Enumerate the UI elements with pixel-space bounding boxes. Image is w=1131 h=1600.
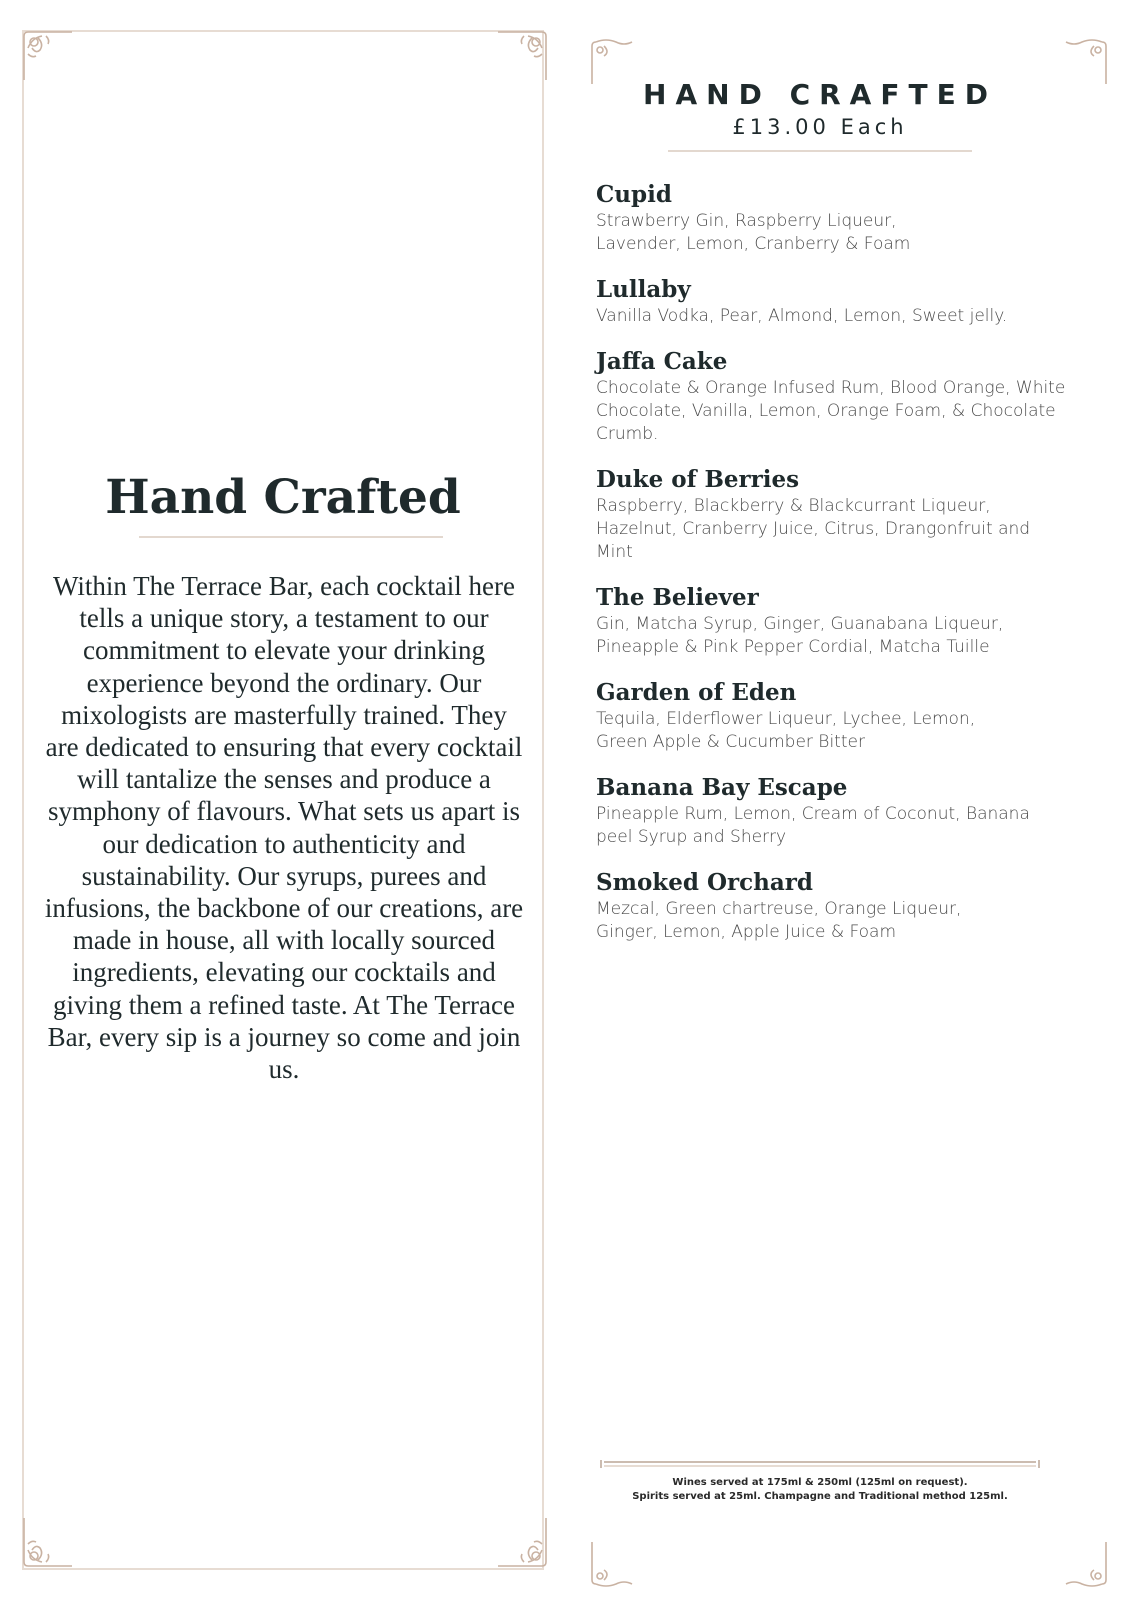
cocktail-name: Lullaby	[596, 276, 691, 303]
title-divider	[139, 536, 443, 538]
footer-divider	[600, 1460, 1040, 1468]
flourish-corner-icon	[18, 1512, 78, 1572]
cocktail-description: Pineapple Rum, Lemon, Cream of Coconut, Banana peel Syrup and Sherry	[596, 804, 1030, 847]
menu-item	[596, 347, 1121, 446]
header-divider	[668, 150, 972, 152]
flourish-corner-icon	[492, 1512, 552, 1572]
cocktail-name: Banana Bay Escape	[596, 774, 848, 801]
menu-item	[596, 678, 1121, 754]
cocktail-description: Tequila, Elderflower Liqueur, Lychee, Lemon, Green Apple & Cucumber Bitter	[596, 709, 976, 752]
menu-item	[596, 275, 1121, 328]
cocktail-name: Cupid	[596, 181, 672, 208]
cocktail-name: Smoked Orchard	[596, 869, 813, 896]
flourish-corner-icon	[586, 1532, 646, 1592]
flourish-corner-icon	[1052, 34, 1112, 94]
footnote-wines: Wines served at 175ml & 250ml (125ml on request).	[672, 1477, 968, 1488]
footnote-spirits: Spirits served at 25ml. Champagne and Traditional method 125ml.	[632, 1491, 1008, 1502]
flourish-corner-icon	[492, 26, 552, 86]
page-title: Hand Crafted	[105, 470, 461, 525]
cocktail-name: Garden of Eden	[596, 679, 797, 706]
flourish-corner-icon	[1052, 1532, 1112, 1592]
menu-item	[596, 773, 1121, 849]
cocktail-description: Gin, Matcha Syrup, Ginger, Guanabana Liqueur, Pineapple & Pink Pepper Cordial, Matcha Tuille	[596, 614, 1004, 657]
cocktail-description: Raspberry, Blackberry & Blackcurrant Liqueur, Hazelnut, Cranberry Juice, Citrus, Drangonfruit and Mint	[596, 496, 1031, 562]
cocktail-description: Vanilla Vodka, Pear, Almond, Lemon, Sweet jelly.	[596, 306, 1008, 326]
flourish-corner-icon	[18, 26, 78, 86]
cocktail-description: Chocolate & Orange Infused Rum, Blood Orange, White Chocolate, Vanilla, Lemon, Orange Foam, & Chocolate Crumb.	[596, 378, 1066, 444]
menu-section-title: HAND CRAFTED	[643, 78, 997, 111]
menu-item	[596, 465, 1121, 564]
cocktail-name: Duke of Berries	[596, 466, 800, 493]
cocktail-list	[596, 180, 1121, 963]
cocktail-description: Mezcal, Green chartreuse, Orange Liqueur, Ginger, Lemon, Apple Juice & Foam	[596, 899, 962, 942]
serving-footnote	[620, 1476, 1020, 1504]
cocktail-name: The Believer	[596, 584, 759, 611]
menu-item	[596, 583, 1121, 659]
intro-paragraph: Within The Terrace Bar, each cocktail here tells a unique story, a testament to our commitment to elevate your drinking experience beyond the ordinary. Our mixologists are masterfully trained. They are dedicated to ensuring that every cocktail will tantalize the senses and produce a symphony of flavours. What sets us apart is our dedication to authenticity and sustainability. Our syrups, purees and infusions, the backbone of our creations, are made in house, all with locally sourced ingredients, elevating our cocktails and giving them a refined taste. At The Terrace Bar, every sip is a journey so come and join us.	[44, 571, 524, 1085]
cocktail-name: Jaffa Cake	[596, 348, 728, 375]
menu-section-price: £13.00 Each	[732, 115, 908, 139]
menu-item	[596, 180, 1121, 256]
cocktail-description: Strawberry Gin, Raspberry Liqueur, Lavender, Lemon, Cranberry & Foam	[596, 211, 911, 254]
menu-item	[596, 868, 1121, 944]
